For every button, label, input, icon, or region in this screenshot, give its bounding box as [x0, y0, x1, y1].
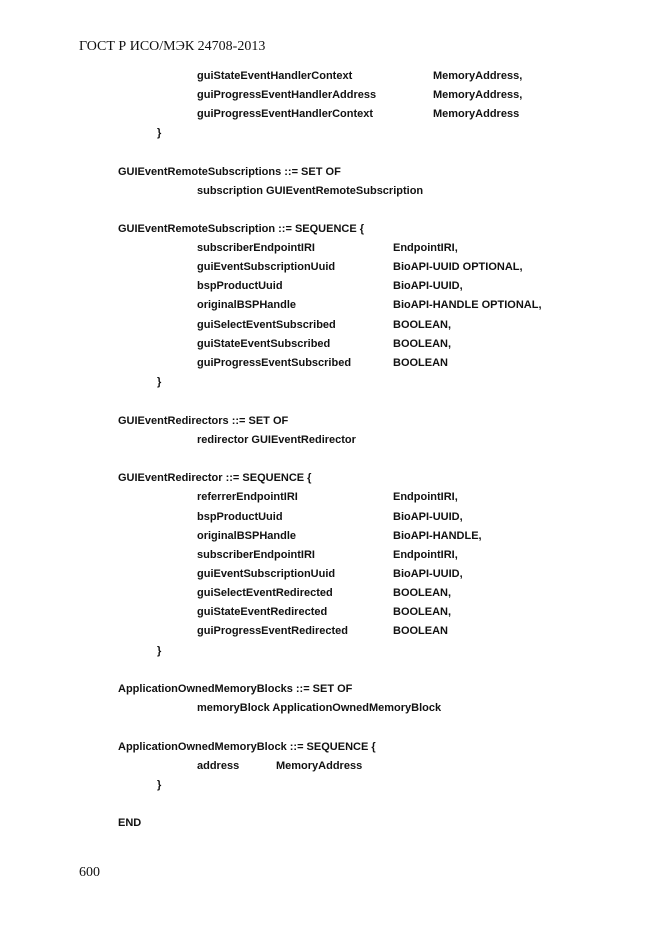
code-field-type: BOOLEAN	[393, 357, 448, 369]
code-field-name: guiEventSubscriptionUuid	[197, 261, 336, 273]
code-field-type: BioAPI-UUID,	[393, 280, 463, 292]
code-field-type: BioAPI-UUID,	[393, 511, 463, 523]
code-definition: GUIEventRedirectors ::= SET OF	[118, 415, 289, 427]
code-field-type: BOOLEAN,	[393, 338, 452, 350]
code-field-name: guiProgressEventSubscribed	[197, 357, 352, 369]
code-field-name: subscriberEndpointIRI	[197, 242, 315, 254]
code-line: redirector GUIEventRedirector	[197, 434, 356, 446]
code-closing-brace: }	[157, 779, 162, 791]
code-field-type: BOOLEAN,	[393, 606, 452, 618]
code-field-name: originalBSPHandle	[197, 530, 297, 542]
code-field-type: EndpointIRI,	[393, 242, 458, 254]
code-field-type: EndpointIRI,	[393, 491, 458, 503]
code-closing-brace: }	[157, 127, 162, 139]
code-field-name: bspProductUuid	[197, 280, 283, 292]
code-field-name: address	[197, 760, 240, 772]
code-field-name: guiEventSubscriptionUuid	[197, 568, 336, 580]
code-field-name: subscriberEndpointIRI	[197, 549, 315, 561]
page-number: 600	[79, 865, 100, 880]
code-field-name: originalBSPHandle	[197, 299, 297, 311]
code-field-name: bspProductUuid	[197, 511, 283, 523]
code-field-type: BioAPI-UUID OPTIONAL,	[393, 261, 523, 273]
code-definition: GUIEventRemoteSubscriptions ::= SET OF	[118, 166, 341, 178]
code-end: END	[118, 817, 142, 829]
code-field-type: BOOLEAN,	[393, 319, 452, 331]
code-definition: GUIEventRedirector ::= SEQUENCE {	[118, 472, 312, 484]
code-definition: ApplicationOwnedMemoryBlock ::= SEQUENCE {	[118, 741, 376, 753]
code-field-name: guiSelectEventSubscribed	[197, 319, 336, 331]
code-field-name: referrerEndpointIRI	[197, 491, 298, 503]
code-field-type: BioAPI-UUID,	[393, 568, 463, 580]
code-field-name: guiProgressEventHandlerContext	[197, 108, 374, 120]
code-field-name: guiSelectEventRedirected	[197, 587, 333, 599]
code-field-name: guiStateEventRedirected	[197, 606, 328, 618]
code-field-type: BioAPI-HANDLE,	[393, 530, 482, 542]
code-closing-brace: }	[157, 645, 162, 657]
code-field-type: MemoryAddress,	[433, 89, 523, 101]
page-header: ГОСТ Р ИСО/МЭК 24708-2013	[79, 39, 266, 54]
code-field-type: BOOLEAN,	[393, 587, 452, 599]
code-field-name: guiStateEventSubscribed	[197, 338, 331, 350]
code-definition: GUIEventRemoteSubscription ::= SEQUENCE {	[118, 223, 365, 235]
code-field-type: EndpointIRI,	[393, 549, 458, 561]
code-field-name: guiStateEventHandlerContext	[197, 70, 353, 82]
code-line: memoryBlock ApplicationOwnedMemoryBlock	[197, 702, 442, 714]
code-field-type: MemoryAddress,	[433, 70, 523, 82]
code-closing-brace: }	[157, 376, 162, 388]
code-field-type: BOOLEAN	[393, 625, 448, 637]
code-line: subscription GUIEventRemoteSubscription	[197, 185, 424, 197]
code-field-name: guiProgressEventRedirected	[197, 625, 348, 637]
code-field-type: MemoryAddress	[433, 108, 520, 120]
code-definition: ApplicationOwnedMemoryBlocks ::= SET OF	[118, 683, 353, 695]
code-field-type: BioAPI-HANDLE OPTIONAL,	[393, 299, 542, 311]
code-field-name: guiProgressEventHandlerAddress	[197, 89, 377, 101]
code-field-type: MemoryAddress	[276, 760, 363, 772]
